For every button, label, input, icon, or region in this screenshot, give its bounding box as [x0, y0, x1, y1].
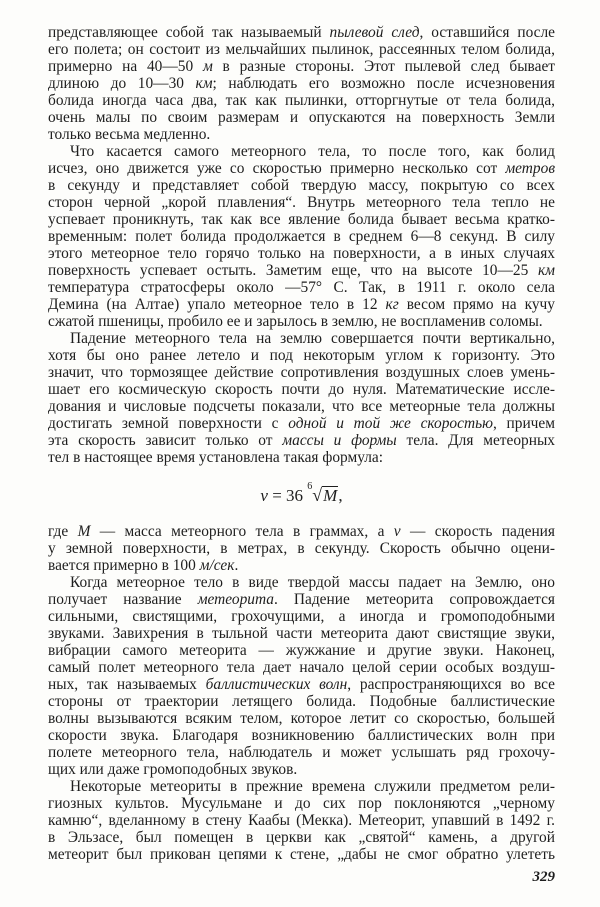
text-run: представляющее собой так называемый	[48, 24, 330, 41]
text-line	[48, 211, 555, 228]
text-run: волны вызываются всяким телом, которое летит со скоростью, большей	[48, 710, 555, 727]
italic-term: массы и формы	[282, 432, 397, 449]
text-run: в Эльзасе, был помещен в церкви как „святой“ камень, а другой	[48, 829, 555, 846]
text-run: самый полет метеорного тела дает начало целой серии особых воздуш-	[48, 659, 555, 676]
page-body	[48, 24, 555, 886]
text-run: . Падение метеорита сопровождается	[273, 591, 555, 608]
text-line	[48, 75, 555, 92]
text-run: весом прямо на кучу	[398, 296, 555, 313]
text-run: ных, так называемых	[48, 676, 206, 693]
text-run: шает его космическую скорость почти до нуля. Математические иссле-	[48, 381, 555, 398]
formula-lhs: v	[260, 485, 268, 505]
text-line	[48, 92, 555, 109]
italic-term: метров	[505, 160, 555, 177]
text-run: сжатой пшеницы, пробило ее и зарылось в землю, не воспламенив соломы.	[48, 313, 543, 330]
text-line	[48, 364, 555, 381]
italic-term: баллистических волн	[205, 676, 348, 693]
formula-expression	[260, 482, 342, 508]
italic-term: м	[202, 58, 213, 75]
text-run: поверхность успевает остыть. Заметим еще, что на высоте 10—25	[48, 262, 538, 279]
text-run: длиною до 10—30	[48, 75, 196, 92]
text-line	[48, 523, 555, 540]
text-run: получает название	[48, 591, 198, 608]
page-text	[48, 24, 555, 863]
text-line	[48, 109, 555, 126]
text-line	[48, 313, 555, 330]
text-run: в секунду и представляет собой твердую массу, покрытую со всех	[48, 177, 555, 194]
text-run: щих или даже громоподобных звуков.	[48, 761, 298, 778]
paragraph	[48, 523, 555, 574]
text-line	[48, 778, 555, 795]
text-line	[48, 415, 555, 432]
text-line	[48, 126, 555, 143]
text-run: его полета; он состоит из мельчайших пылинок, рассеянных телом болида,	[48, 41, 555, 58]
text-run: , распространяющихся во все	[347, 676, 555, 693]
italic-term: одной и той же скоростью	[288, 415, 493, 432]
text-line	[48, 449, 555, 466]
text-run: эта скорость зависит только от	[48, 432, 283, 449]
text-line	[48, 24, 555, 41]
text-run: вибрации самого метеорита — жужжание и другие звуки. Наконец,	[48, 642, 555, 659]
text-line	[48, 41, 555, 58]
text-line	[48, 177, 555, 194]
italic-term: км	[537, 262, 555, 279]
text-line	[48, 245, 555, 262]
sixth-root	[307, 482, 338, 508]
paragraph	[48, 24, 555, 143]
text-run: дования и числовые подсчеты показали, что все метеорные тела должны	[48, 398, 555, 415]
text-line	[48, 279, 555, 296]
text-line	[48, 710, 555, 727]
text-run: звуками. Завихрения в тыльной части метеорита дают свистящие звуки,	[48, 625, 555, 642]
text-line	[48, 727, 555, 744]
text-line	[48, 347, 555, 364]
text-run: у земной поверхности, в метрах, в секунду. Скорость обычно оцени-	[48, 540, 555, 557]
text-line	[48, 608, 555, 625]
text-line	[48, 693, 555, 710]
italic-term: v	[393, 523, 401, 540]
text-line	[48, 761, 555, 778]
text-run: исчез, оно движется уже со скоростью примерно несколько сот	[48, 160, 506, 177]
text-run: Некоторые метеориты в прежние времена служили предметом рели-	[70, 778, 555, 795]
text-run: где	[48, 523, 78, 540]
text-run: сторон черной „корой плавления“. Внутрь метеорного тела тепло не	[48, 194, 555, 211]
text-run: температура стратосферы около —57° С. Так, в 1911 г. около села	[48, 279, 555, 296]
text-line	[48, 330, 555, 347]
text-line	[48, 540, 555, 557]
text-run: .	[234, 557, 239, 574]
paragraph	[48, 778, 555, 863]
text-run: только весьма медленно.	[48, 126, 211, 143]
text-run: успевает проникнуть, так как все явление болида бывает весьма кратко-	[48, 211, 555, 228]
formula-punct: ,	[338, 485, 343, 505]
text-run: Падение метеорного тела на землю совершается почти вертикально,	[70, 330, 555, 347]
text-run: метеорит был прикован цепями к стене, „дабы не смог обратно улететь	[48, 846, 555, 863]
radical-sign-icon: √	[312, 484, 323, 505]
text-run: тела. Для метеорных	[396, 432, 555, 449]
text-line	[48, 744, 555, 761]
text-run: примерно на 40—50	[48, 58, 203, 75]
text-line	[48, 557, 555, 574]
text-run: камню“, вделанному в стену Каабы (Мекка). Метеорит, упавший в 1492 г.	[48, 812, 555, 829]
text-run: ; наблюдать его возможно после исчезновения	[212, 75, 555, 92]
text-run: значит, что тормозящее действие сопротивления воздушных слоев умень-	[48, 364, 555, 381]
text-run: в разные стороны. Этот пылевой след бывает	[212, 58, 555, 75]
text-run: полете метеорного тела, наблюдатель и может услышать ряд грохочу-	[48, 744, 555, 761]
text-run: Демина (на Алтае) упало метеорное тело в 12	[48, 296, 386, 313]
text-run: Что касается самого метеорного тела, то после того, как болид	[70, 143, 555, 160]
formula-coefficient: = 36	[267, 485, 304, 505]
italic-term: пылевой след	[329, 24, 420, 41]
text-line	[48, 228, 555, 245]
text-line	[48, 398, 555, 415]
root-degree: 6	[307, 480, 313, 492]
text-run: стороны от траектории летящего болида. Подобные баллистические	[48, 693, 555, 710]
text-line	[48, 676, 555, 693]
text-line	[48, 296, 555, 313]
italic-term: м/сек	[199, 557, 235, 574]
text-line	[48, 846, 555, 863]
text-line	[48, 58, 555, 75]
root-radicand: M	[323, 485, 338, 505]
text-run: , оставшийся после	[419, 24, 556, 41]
paragraph	[48, 330, 555, 466]
text-line	[48, 642, 555, 659]
text-run: , причем	[492, 415, 555, 432]
text-run: скорости звука. Благодаря возникновению баллистических волн при	[48, 727, 555, 744]
text-run: Когда метеорное тело в виде твердой массы падает на Землю, оно	[70, 574, 555, 591]
text-run: болида иногда часа два, так как пылинки, отторгнутые от тела болида,	[48, 92, 555, 109]
text-line	[48, 143, 555, 160]
text-run: достигать земной поверхности с	[48, 415, 289, 432]
text-run: очень малы по своим размерам и опускаются на поверхность Земли	[48, 109, 555, 126]
text-run: вается примерно в 100	[48, 557, 200, 574]
text-line	[48, 432, 555, 449]
italic-term: км	[195, 75, 213, 92]
formula	[48, 466, 555, 523]
text-line	[48, 160, 555, 177]
text-run: — скорость падения	[400, 523, 555, 540]
text-line	[48, 795, 555, 812]
page-number: 329	[532, 869, 555, 885]
text-run: тел в настоящее время установлена такая формула:	[48, 449, 384, 466]
text-run: — масса метеорного тела в граммах, а	[90, 523, 394, 540]
text-line	[48, 381, 555, 398]
text-line	[48, 591, 555, 608]
italic-term: M	[77, 523, 91, 540]
text-run: хотя бы оно ранее летело и под некоторым углом к горизонту. Это	[48, 347, 555, 364]
text-line	[48, 625, 555, 642]
text-line	[48, 574, 555, 591]
italic-term: кг	[385, 296, 399, 313]
italic-term: метеорита	[197, 591, 274, 608]
text-line	[48, 262, 555, 279]
text-line	[48, 659, 555, 676]
text-line	[48, 829, 555, 846]
text-run: этого метеорное тело горячо только на поверхности, а в иных случаях	[48, 245, 555, 262]
paragraph	[48, 574, 555, 778]
text-line	[48, 812, 555, 829]
text-run: сильными, свистящими, грохочущими, а иногда и громоподобными	[48, 608, 555, 625]
text-run: временным: полет болида продолжается в среднем 6—8 секунд. В силу	[48, 228, 555, 245]
text-run: гиозных культов. Мусульмане и до сих пор поклоняются „черному	[48, 795, 555, 812]
paragraph	[48, 143, 555, 330]
text-line	[48, 194, 555, 211]
